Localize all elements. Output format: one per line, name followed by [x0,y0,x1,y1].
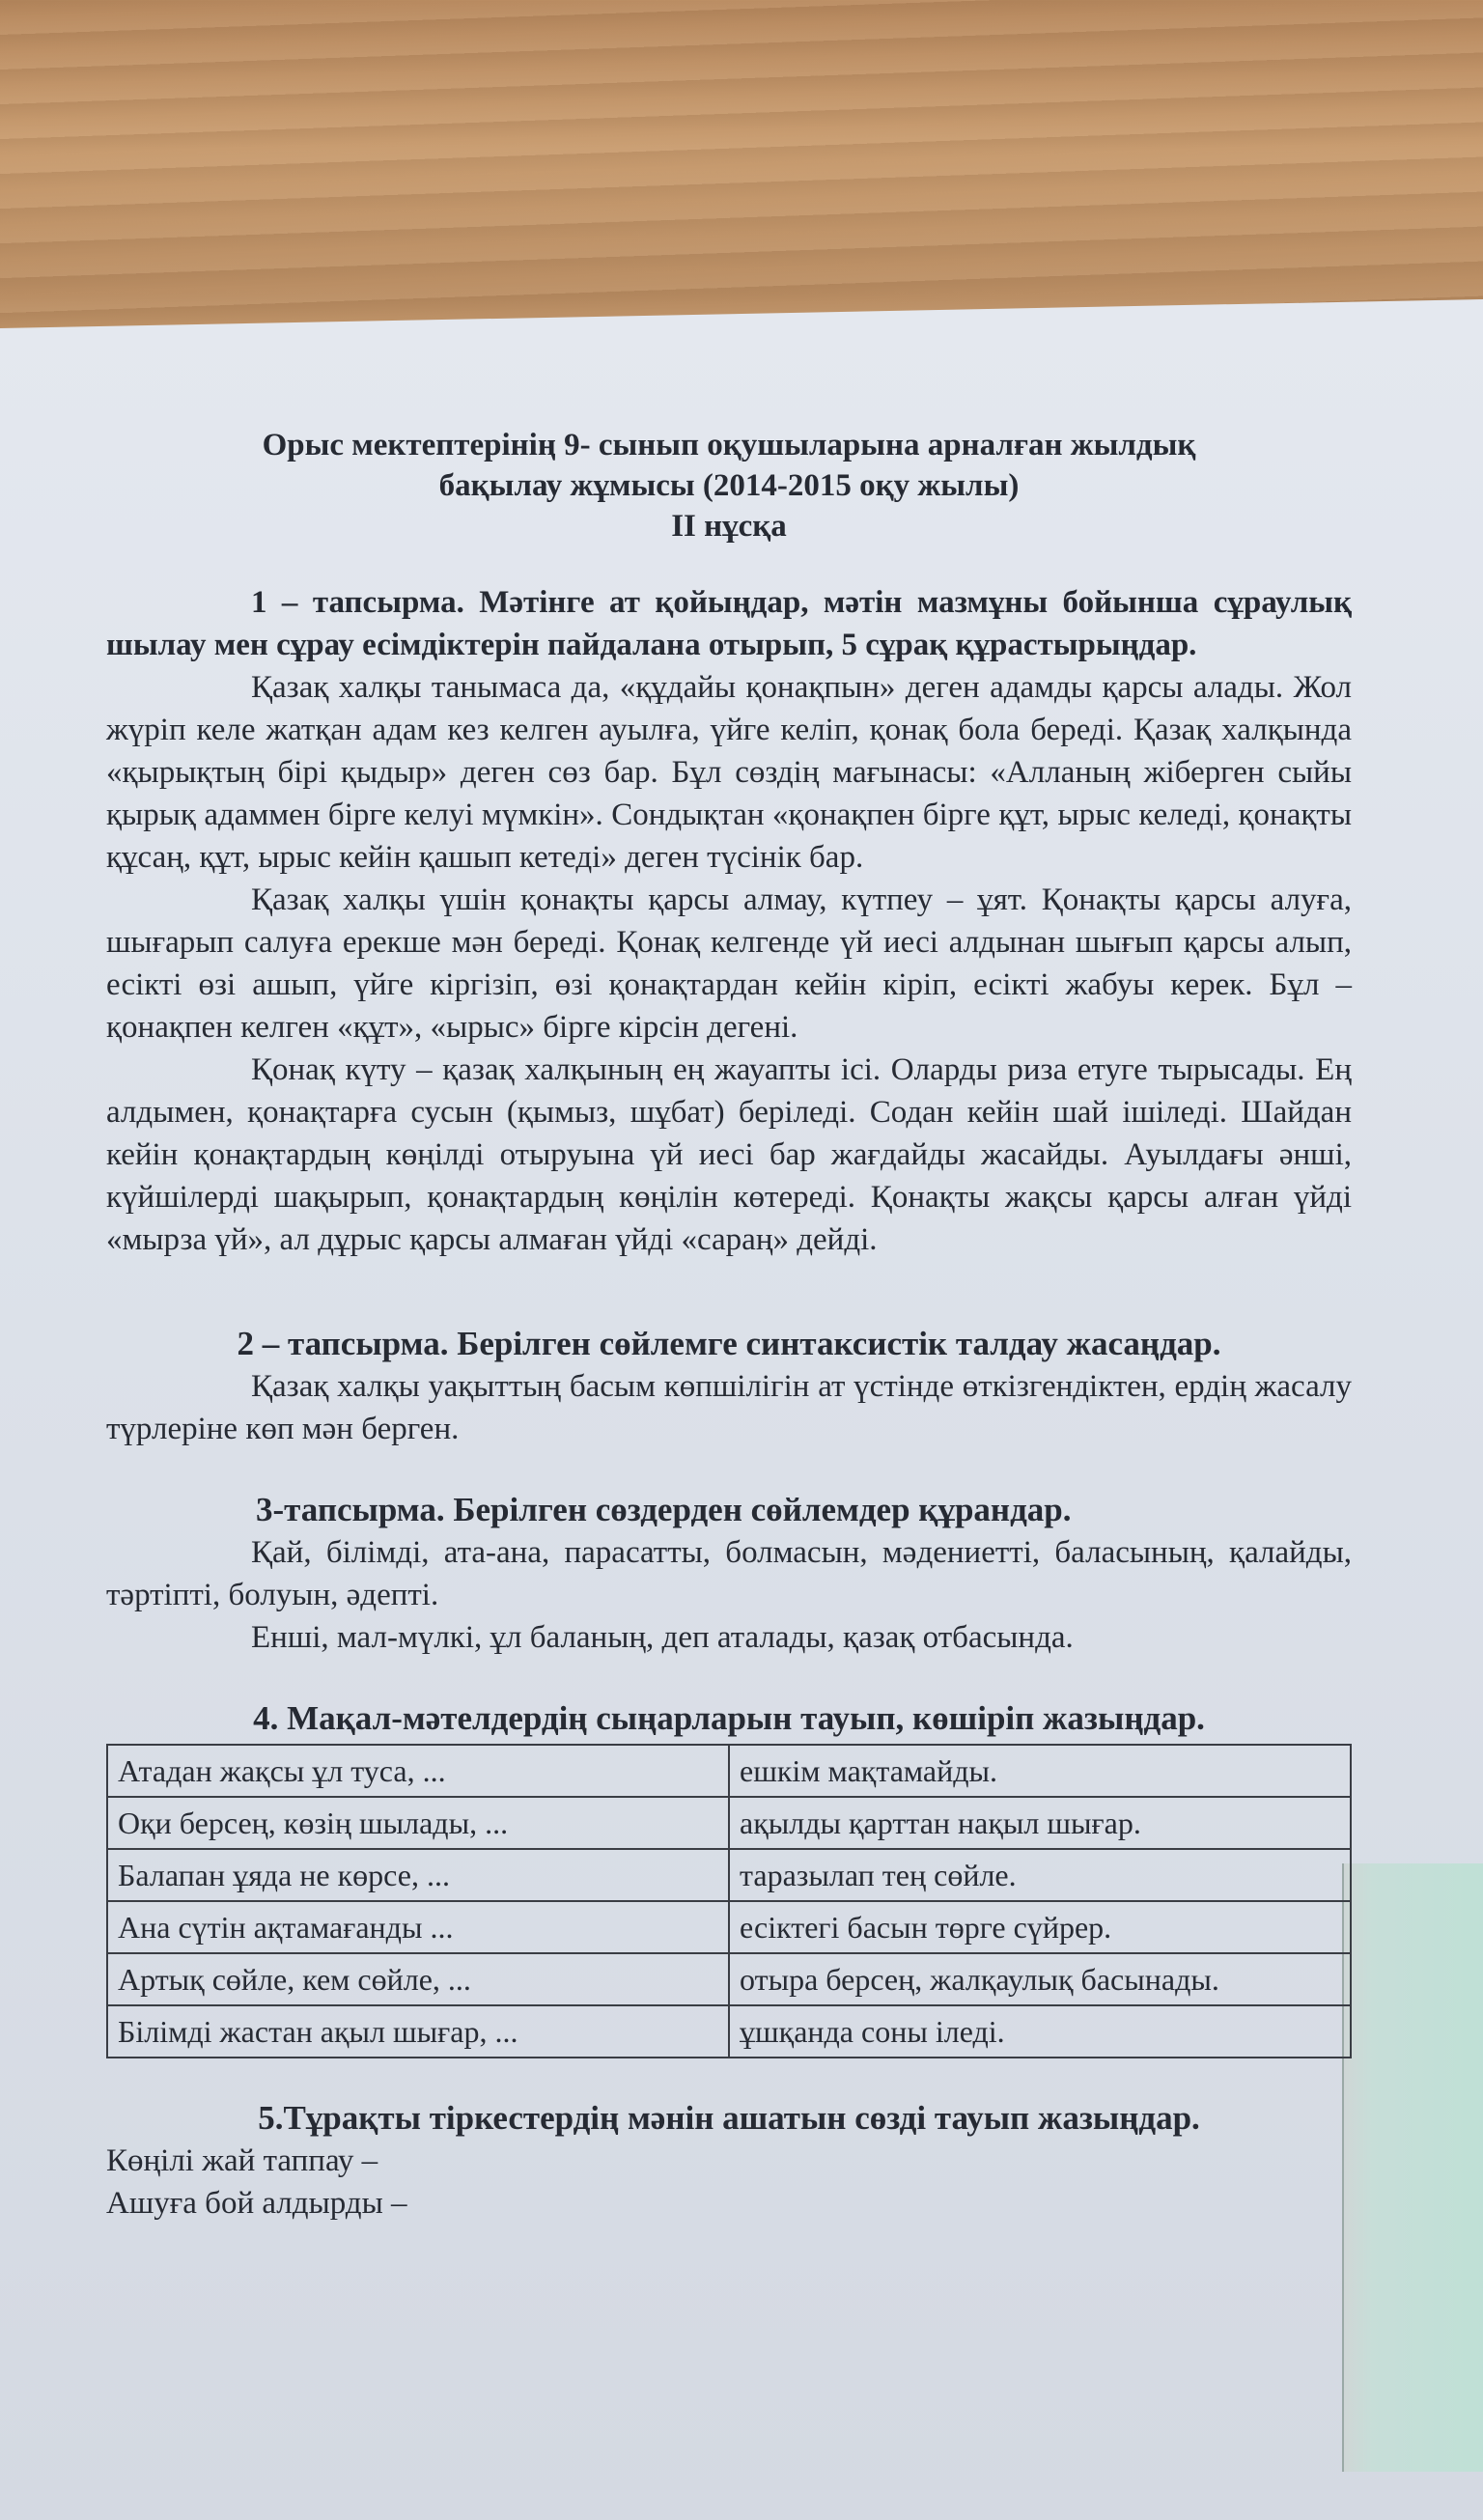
task3-heading: 3-тапсырма. Берілген сөздерден сөйлемдер құрандар. [256,1491,1072,1528]
task5-line-1: Көңілі жай таппау – [106,2143,378,2178]
proverb-start-cell: Ана сүтін ақтамағанды ... [107,1901,729,1953]
task5-heading: 5.Тұрақты тіркестердің мәнін ашатын сөзді тауып жазыңдар. [258,2099,1200,2137]
proverb-end-cell: ешкім мақтамайды. [729,1745,1351,1797]
task1-paragraph-3: Қонақ күту – қазақ халқының ең жауапты ісі. Оларды риза етуге тырысады. Ең алдымен, қонақтарға сусын (қымыз, шұбат) беріледі. Содан кейін шай ішіледі. Шайдан кейін қонақтардың көңілді отыруына үй иесі бар жағдайды жасайды. Ауылдағы әнші, күйшілерді шақырып, қонақтардың көңілін көтереді. Қонақты жақсы қарсы алған үйді «мырза үй», ал дұрыс қарсы алмаған үйді «сараң» дейді. [106,1052,1352,1257]
proverb-end-cell: ұшқанда соны іледі. [729,2005,1351,2058]
notebook-edge [1342,1863,1483,2472]
task2-heading: 2 – тапсырма. Берілген сөйлемге синтаксистік талдау жасаңдар. [237,1325,1221,1362]
task1-heading: 1 – тапсырма. Мәтінге ат қойыңдар, мәтін мазмұны бойынша сұраулық шылау мен сұрау есімдіктерін пайдалана отырып, 5 сұрақ құрастырыңдар. [106,585,1352,662]
table-row [107,1901,1351,1953]
table-row [107,1797,1351,1849]
document-title [106,425,1352,546]
table-row [107,1953,1351,2005]
task1-paragraph-1: Қазақ халқы танымаса да, «құдайы қонақпын» деген адамды қарсы алады. Жол жүріп келе жатқан адам кез келген ауылға, үйге келіп, қонақ бола береді. Қазақ халқында «қырықтың бірі қыдыр» деген сөз бар. Бұл сөздің мағынасы: «Алланың жіберген сыйы қырық адаммен бірге келуі мүмкін». Сондықтан «қонақпен бірге құт, ырыс келеді, қонақты құсаң, құт, ырыс кейін қашып кетеді» деген түсінік бар. [106,670,1352,875]
proverbs-table [106,1744,1352,2058]
task2-sentence: Қазақ халқы уақыттың басым көпшілігін ат үстінде өткізгендіктен, ердің жасалу түрлеріне көп мән берген. [106,1369,1352,1446]
task3-words-2: Енші, мал-мүлкі, ұл баланың, деп аталады, қазақ отбасында. [251,1620,1074,1655]
proverb-start-cell: Атадан жақсы ұл туса, ... [107,1745,729,1797]
task4-heading: 4. Мақал-мәтелдердің сыңарларын тауып, көшіріп жазыңдар. [253,1699,1205,1737]
proverb-end-cell: таразылап тең сөйле. [729,1849,1351,1901]
task5-line-2: Ашуға бой алдырды – [106,2186,407,2221]
table-row [107,1849,1351,1901]
table-row [107,1745,1351,1797]
title-line-1: Орыс мектептерінің 9- сынып оқушыларына арналған жылдық [262,428,1196,462]
table-row [107,2005,1351,2058]
document-body [106,425,1352,2225]
proverb-end-cell: ақылды қарттан нақыл шығар. [729,1797,1351,1849]
proverb-end-cell: есіктегі басын төрге сүйрер. [729,1901,1351,1953]
task3-words-1: Қай, білімді, ата-ана, парасатты, болмасын, мәдениетті, баласының, қалайды, тәртіпті, болуын, әдепті. [106,1535,1352,1612]
title-line-3: ІІ нұсқа [671,509,787,544]
task1-paragraph-2: Қазақ халқы үшін қонақты қарсы алмау, күтпеу – ұят. Қонақты қарсы алуға, шығарып салуға ерекше мән береді. Қонақ келгенде үй иесі алдынан шығып қарсы алып, есікті өзі ашып, үйге кіргізіп, өзі қонақтардан кейін кіріп, есікті жабуы керек. Бұл – қонақпен келген «құт», «ырыс» бірге кірсін дегені. [106,882,1352,1045]
proverb-start-cell: Балапан ұяда не көрсе, ... [107,1849,729,1901]
proverb-start-cell: Оқи берсең, көзің шылады, ... [107,1797,729,1849]
proverb-start-cell: Артық сөйле, кем сөйле, ... [107,1953,729,2005]
proverb-start-cell: Білімді жастан ақыл шығар, ... [107,2005,729,2058]
title-line-2: бақылау жұмысы (2014-2015 оқу жылы) [438,468,1020,503]
proverb-end-cell: отыра берсең, жалқаулық басынады. [729,1953,1351,2005]
